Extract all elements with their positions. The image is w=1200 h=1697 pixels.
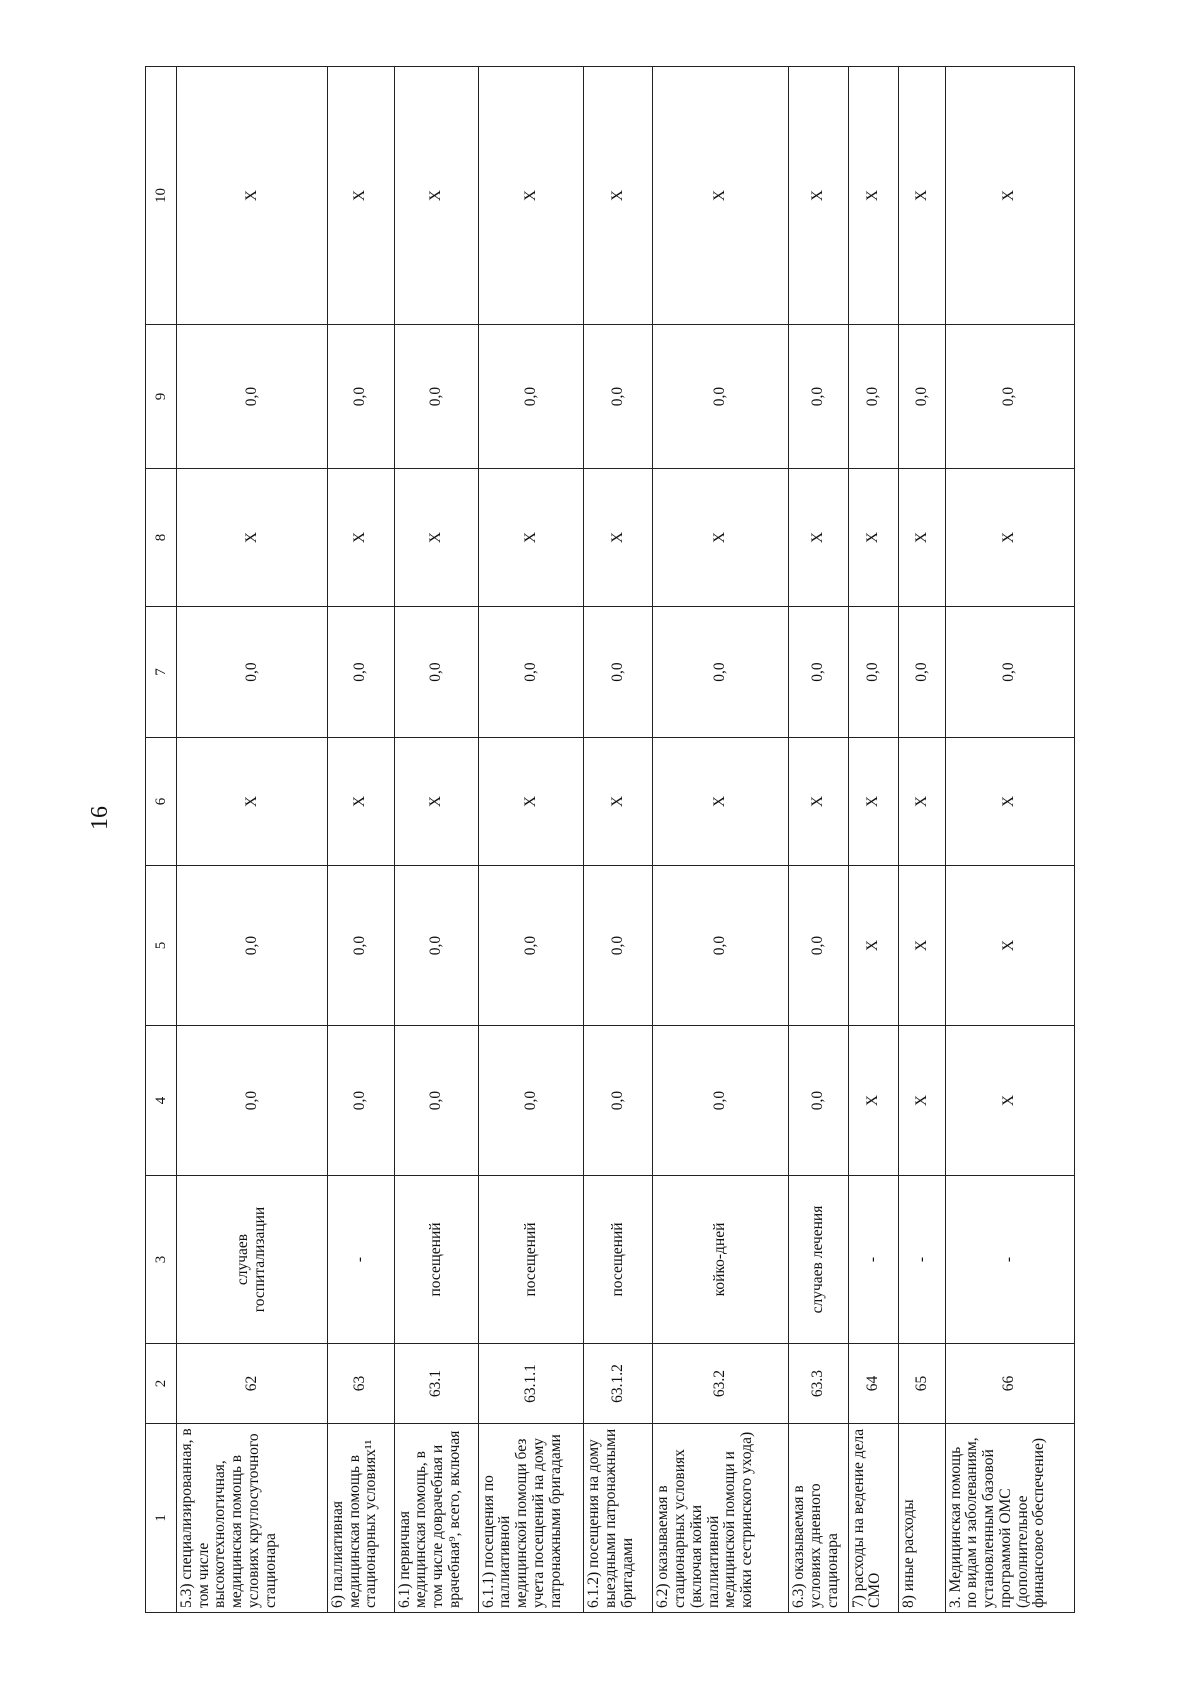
table-cell: 64: [848, 1344, 899, 1424]
table-cell: X: [899, 469, 945, 607]
table-cell: X: [177, 469, 328, 607]
table-cell: X: [789, 469, 848, 607]
table-cell: 0,0: [789, 866, 848, 1026]
table-cell: X: [945, 1026, 1074, 1176]
table-cell: 0,0: [584, 607, 653, 738]
table-cell: X: [394, 738, 478, 866]
table-cell: X: [478, 469, 584, 607]
table-cell: 0,0: [177, 325, 328, 469]
row-name-cell: 7) расходы на ведение дела СМО: [848, 1424, 899, 1613]
row-name-cell: 6.1) первичная медицинская помощь, в том числе доврачебная и врачебная⁹, всего, включая: [394, 1424, 478, 1613]
table-cell: X: [848, 1026, 899, 1176]
table-cell: 0,0: [327, 1026, 394, 1176]
table-cell: 0,0: [327, 866, 394, 1026]
table-cell: случаев лечения: [789, 1176, 848, 1344]
row-name-cell: 6.1.1) посещения по паллиативной медицинской помощи без учета посещений на дому патронажными бригадами: [478, 1424, 584, 1613]
table-cell: -: [327, 1176, 394, 1344]
table-cell: 0,0: [177, 1026, 328, 1176]
table-cell: 0,0: [327, 607, 394, 738]
table-row: [327, 67, 394, 1613]
table-row: [899, 67, 945, 1613]
table-cell: посещений: [584, 1176, 653, 1344]
table-cell: 0,0: [899, 607, 945, 738]
table-cell: 65: [899, 1344, 945, 1424]
table-row: [945, 67, 1074, 1613]
row-name-cell: 8) иные расходы: [899, 1424, 945, 1613]
table-cell: 0,0: [478, 325, 584, 469]
table-cell: 62: [177, 1344, 328, 1424]
table-cell: 63.3: [789, 1344, 848, 1424]
table-cell: 0,0: [394, 866, 478, 1026]
table-cell: 0,0: [478, 1026, 584, 1176]
table-cell: X: [945, 469, 1074, 607]
table-cell: 0,0: [945, 325, 1074, 469]
table-cell: X: [945, 866, 1074, 1026]
table-row: [394, 67, 478, 1613]
table-cell: 0,0: [394, 325, 478, 469]
table-cell: X: [848, 866, 899, 1026]
table-cell: 63.1.2: [584, 1344, 653, 1424]
table-cell: посещений: [394, 1176, 478, 1344]
table-cell: 0,0: [584, 325, 653, 469]
row-name-cell: 6.3) оказываемая в условиях дневного стационара: [789, 1424, 848, 1613]
table-cell: X: [394, 469, 478, 607]
table-cell: X: [584, 469, 653, 607]
row-name-cell: 6) паллиативная медицинская помощь в стационарных условиях¹¹: [327, 1424, 394, 1613]
table-cell: 0,0: [394, 607, 478, 738]
table-cell: случаев госпитализации: [177, 1176, 328, 1344]
table-cell: X: [327, 469, 394, 607]
header-row: [146, 67, 177, 1613]
header-cell: 1: [146, 1424, 177, 1613]
row-name-cell: 5.3) специализированная, в том числе высокотехнологичная, медицинская помощь в условиях круглосуточного стационара: [177, 1424, 328, 1613]
table-cell: 63.1: [394, 1344, 478, 1424]
table-cell: X: [653, 67, 789, 325]
table-cell: 0,0: [177, 866, 328, 1026]
header-cell: 7: [146, 607, 177, 738]
table-cell: 63.2: [653, 1344, 789, 1424]
table-cell: X: [327, 738, 394, 866]
table-cell: койко-дней: [653, 1176, 789, 1344]
table-cell: X: [478, 738, 584, 866]
data-table: [145, 66, 1075, 1613]
table-cell: X: [177, 67, 328, 325]
table-cell: 0,0: [789, 325, 848, 469]
table-cell: X: [327, 67, 394, 325]
table-cell: 0,0: [848, 325, 899, 469]
table-cell: 0,0: [945, 607, 1074, 738]
table-row: [848, 67, 899, 1613]
table-cell: X: [945, 738, 1074, 866]
header-cell: 3: [146, 1176, 177, 1344]
table-row: [177, 67, 328, 1613]
row-name-cell: 3. Медицинская помощь по видам и заболеваниям, установленным базовой программой ОМС (дополнительное финансовое обеспечение): [945, 1424, 1074, 1613]
header-cell: 4: [146, 1026, 177, 1176]
table-cell: 63: [327, 1344, 394, 1424]
table-cell: -: [848, 1176, 899, 1344]
table-cell: 0,0: [653, 866, 789, 1026]
table-cell: X: [899, 866, 945, 1026]
table-cell: X: [899, 738, 945, 866]
table-cell: 0,0: [584, 1026, 653, 1176]
header-cell: 2: [146, 1344, 177, 1424]
table-row: [653, 67, 789, 1613]
table-cell: 0,0: [789, 1026, 848, 1176]
table-cell: X: [584, 67, 653, 325]
table-cell: 0,0: [478, 866, 584, 1026]
table-cell: 0,0: [653, 607, 789, 738]
table-cell: X: [789, 738, 848, 866]
table-cell: X: [584, 738, 653, 866]
page-number: 16: [87, 806, 113, 830]
table-cell: X: [394, 67, 478, 325]
table-cell: 0,0: [394, 1026, 478, 1176]
table-row: [478, 67, 584, 1613]
table-row: [584, 67, 653, 1613]
table-cell: X: [789, 67, 848, 325]
table-cell: 0,0: [478, 607, 584, 738]
table-cell: 0,0: [653, 1026, 789, 1176]
table-cell: посещений: [478, 1176, 584, 1344]
table-cell: X: [177, 738, 328, 866]
table-cell: X: [848, 67, 899, 325]
table-cell: 0,0: [327, 325, 394, 469]
table-cell: X: [899, 1026, 945, 1176]
table-cell: X: [478, 67, 584, 325]
table-cell: X: [945, 67, 1074, 325]
header-cell: 5: [146, 866, 177, 1026]
header-cell: 9: [146, 325, 177, 469]
table-cell: X: [848, 469, 899, 607]
table-cell: -: [899, 1176, 945, 1344]
table-cell: 0,0: [653, 325, 789, 469]
table-cell: X: [848, 738, 899, 866]
table-cell: 0,0: [899, 325, 945, 469]
table-cell: 66: [945, 1344, 1074, 1424]
table-cell: X: [653, 469, 789, 607]
header-cell: 6: [146, 738, 177, 866]
row-name-cell: 6.1.2) посещения на дому выездными патронажными бригадами: [584, 1424, 653, 1613]
table-cell: 0,0: [584, 866, 653, 1026]
table-cell: 63.1.1: [478, 1344, 584, 1424]
header-cell: 10: [146, 67, 177, 325]
table-cell: 0,0: [177, 607, 328, 738]
table-cell: -: [945, 1176, 1074, 1344]
row-name-cell: 6.2) оказываемая в стационарных условиях (включая койки паллиативной медицинской помощи и койки сестринского ухода): [653, 1424, 789, 1613]
table-cell: X: [899, 67, 945, 325]
table-cell: X: [653, 738, 789, 866]
table-cell: 0,0: [848, 607, 899, 738]
rotated-table-container: [145, 67, 1075, 1613]
table-cell: 0,0: [789, 607, 848, 738]
table-row: [789, 67, 848, 1613]
header-cell: 8: [146, 469, 177, 607]
